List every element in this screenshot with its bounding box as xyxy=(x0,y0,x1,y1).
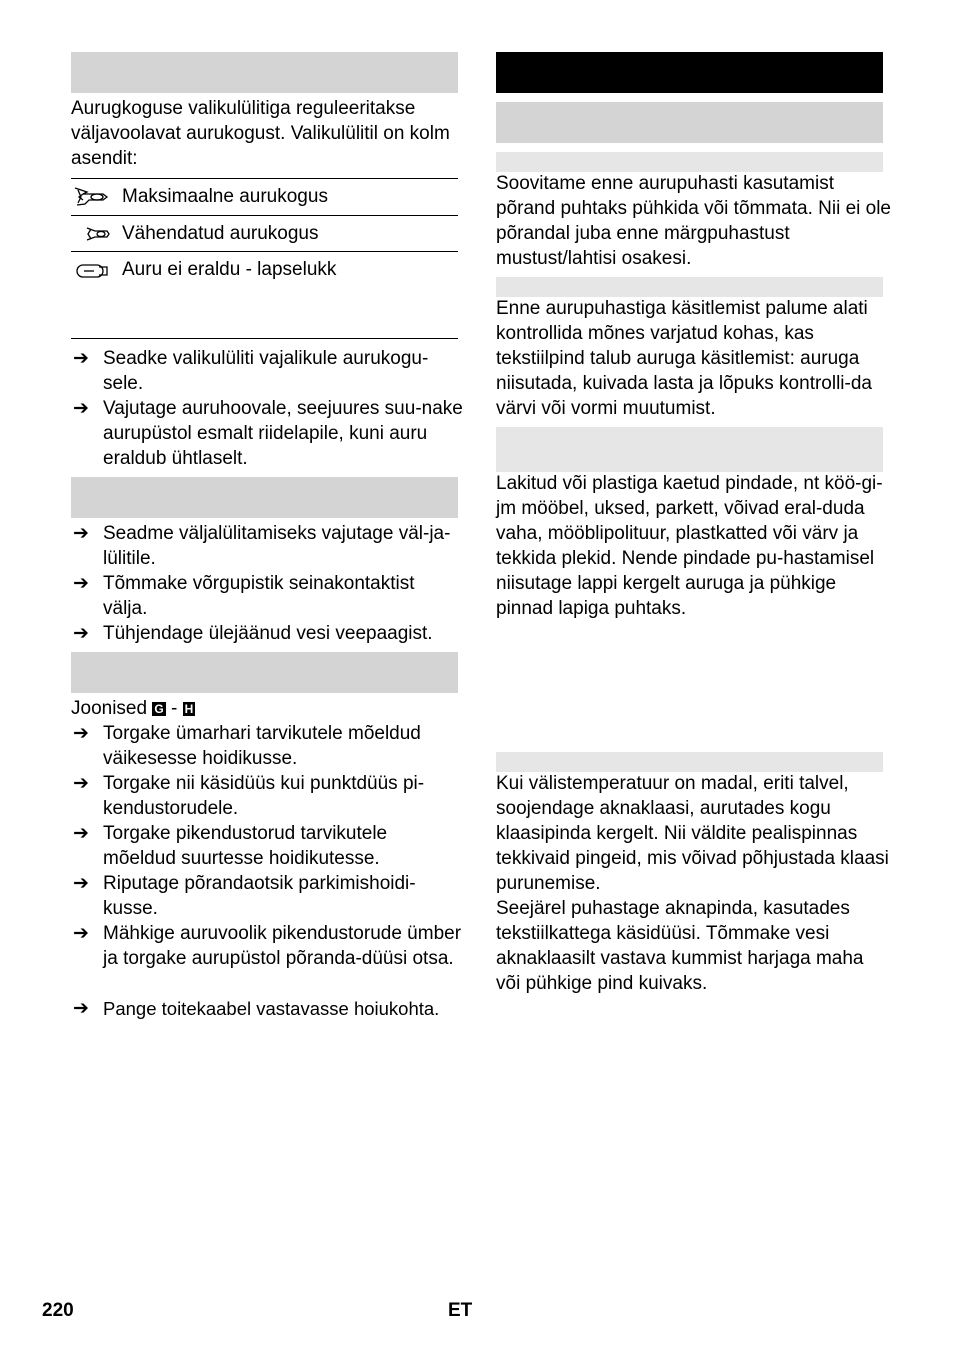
paragraph-textile-check: Enne aurupuhastiga käsitlemist palume alati kontrollida mõnes varjatud kohas, kas tekstiilpind talub auruga käsitlemist: auruga niisutada, kuivada lasta ja lõpuks kontrolli-da värvi või vormi muutumist. xyxy=(496,298,872,419)
list-item: ➔ Mähkige auruvoolik pikendustorude ümber ja torgake aurupüstol põranda-düüsi otsa. xyxy=(73,923,462,969)
list-item: ➔ Torgake nii käsidüüs kui punktdüüs pi-kendustorudele. xyxy=(73,773,425,819)
paragraph-lacquered-surfaces: Lakitud või plastiga kaetud pindade, nt köö-gi- jm mööbel, uksed, parkett, võivad eral-duda vaha, mööblipolituur, plastkatted või värv ja tekkida plekid. Nende pindade pu-hastamisel niisutage lappi kergelt auruga ja pühkige pinnad lapiga puhtaks. xyxy=(496,473,883,619)
arrow-right-icon: ➔ xyxy=(73,873,89,894)
list-item: ➔ Vajutage auruhoovale, seejuures suu-nake aurupüstol esmalt riidelapile, kuni auru eraldub ühtlaselt. xyxy=(73,398,463,469)
paragraph-window-cleaning: Kui välistemperatuur on madal, eriti talvel, soojendage aknaklaasi, aurutades kogu klaasipinda kergelt. Nii väldite pealispinnas tekkivaid pingeid, mis võivad põhjustada klaasi purunemise. Seejärel puhastage aknapinda, kasutades tekstiilkattega käsidüüsi. Tõmmake vesi aknaklaasilt vastava kummist harjaga maha või pühkige pind kuivaks. xyxy=(496,773,889,994)
list-item: ➔ Torgake pikendustorud tarvikutele mõeldud suurtesse hoidikutesse. xyxy=(73,823,388,869)
intro-paragraph: Aurugkoguse valikulülitiga reguleeritakse väljavoolavat aurukogust. Valikulülitil on kolm asendit: xyxy=(71,98,450,169)
subsection-header-bar xyxy=(496,152,883,172)
arrow-right-icon: ➔ xyxy=(73,623,89,644)
arrow-right-icon: ➔ xyxy=(73,923,89,944)
divider xyxy=(71,338,458,339)
section-header-bar xyxy=(496,102,883,143)
paragraph-floor-prep: Soovitame enne aurupuhasti kasutamist põrand puhtaks pühkida või tõmmata. Nii ei ole põrandal juba enne märgpuhastust mustust/lahtisi osakesi. xyxy=(496,173,892,269)
list-item: ➔ Torgake ümarhari tarvikutele mõeldud väikesesse hoidikusse. xyxy=(73,723,421,769)
language-code: ET xyxy=(448,1300,473,1321)
figures-reference: Joonised G - H xyxy=(71,698,194,719)
arrow-right-icon: ➔ xyxy=(73,523,89,544)
list-item: ➔ Seadme väljalülitamiseks vajutage väl-ja-lülitile. xyxy=(73,523,451,569)
setting-row-lock xyxy=(71,251,458,288)
figure-label-g: G xyxy=(154,702,164,716)
chapter-header-bar xyxy=(496,52,883,93)
list-item: ➔ Tõmmake võrgupistik seinakontaktist välja. xyxy=(73,573,415,619)
steam-reduced-icon xyxy=(73,221,111,247)
page-number: 220 xyxy=(42,1300,74,1321)
list-item: ➔ Tühjendage ülejäänud vesi veepaagist. xyxy=(73,623,433,644)
setting-label: Vähendatud aurukogus xyxy=(122,223,319,244)
setting-row-max xyxy=(71,178,458,215)
section-header-bar xyxy=(71,52,458,93)
setting-row-reduced xyxy=(71,215,458,252)
arrow-right-icon: ➔ xyxy=(73,998,89,1019)
figure-label-h: H xyxy=(184,702,194,716)
subsection-header-bar xyxy=(496,752,883,772)
arrow-right-icon: ➔ xyxy=(73,573,89,594)
subsection-header-bar xyxy=(496,427,883,472)
section-header-bar xyxy=(71,477,458,518)
arrow-right-icon: ➔ xyxy=(73,773,89,794)
subsection-header-bar xyxy=(496,277,883,297)
arrow-right-icon: ➔ xyxy=(73,823,89,844)
list-item: ➔ Seadke valikulüliti vajalikule aurukogu-sele. xyxy=(73,348,429,394)
list-item: ➔ Riputage põrandaotsik parkimishoidi-kusse. xyxy=(73,873,416,919)
child-lock-icon xyxy=(73,257,111,283)
arrow-right-icon: ➔ xyxy=(73,723,89,744)
arrow-right-icon: ➔ xyxy=(73,398,89,419)
setting-label: Maksimaalne aurukogus xyxy=(122,186,328,207)
section-header-bar xyxy=(71,652,458,693)
setting-label: Auru ei eraldu - lapselukk xyxy=(122,259,337,280)
list-item: ➔ Pange toitekaabel vastavasse hoiukohta. xyxy=(73,998,440,1019)
steam-max-icon xyxy=(73,184,111,210)
arrow-right-icon: ➔ xyxy=(73,348,89,369)
